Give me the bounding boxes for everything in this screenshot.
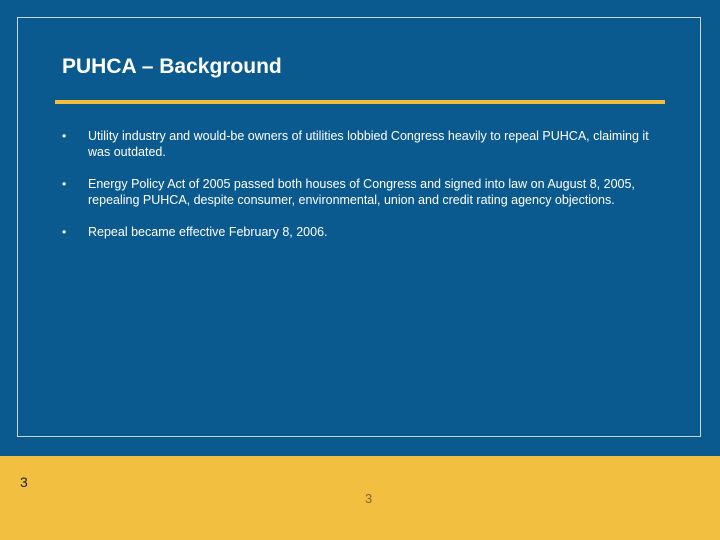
bullet-item <box>62 128 662 160</box>
page-number-left: 3 <box>20 474 28 490</box>
title-underline <box>55 100 665 104</box>
bullet-text: Energy Policy Act of 2005 passed both houses of Congress and signed into law on August 8, 2005, repealing PUHCA, despite consumer, environmental, union and credit rating agency objections. <box>88 177 635 207</box>
page-number-center: 3 <box>365 491 373 506</box>
bullet-text: Repeal became effective February 8, 2006. <box>88 225 328 239</box>
bullet-list <box>62 128 662 256</box>
bullet-item <box>62 176 662 208</box>
bullet-item <box>62 224 662 240</box>
slide-title: PUHCA – Background <box>62 55 282 78</box>
bullet-icon: • <box>62 177 67 191</box>
bullet-icon: • <box>62 225 67 239</box>
footer-band <box>0 456 720 540</box>
bullet-icon: • <box>62 129 67 143</box>
bullet-text: Utility industry and would-be owners of utilities lobbied Congress heavily to repeal PUHCA, claiming it was outdated. <box>88 129 649 159</box>
